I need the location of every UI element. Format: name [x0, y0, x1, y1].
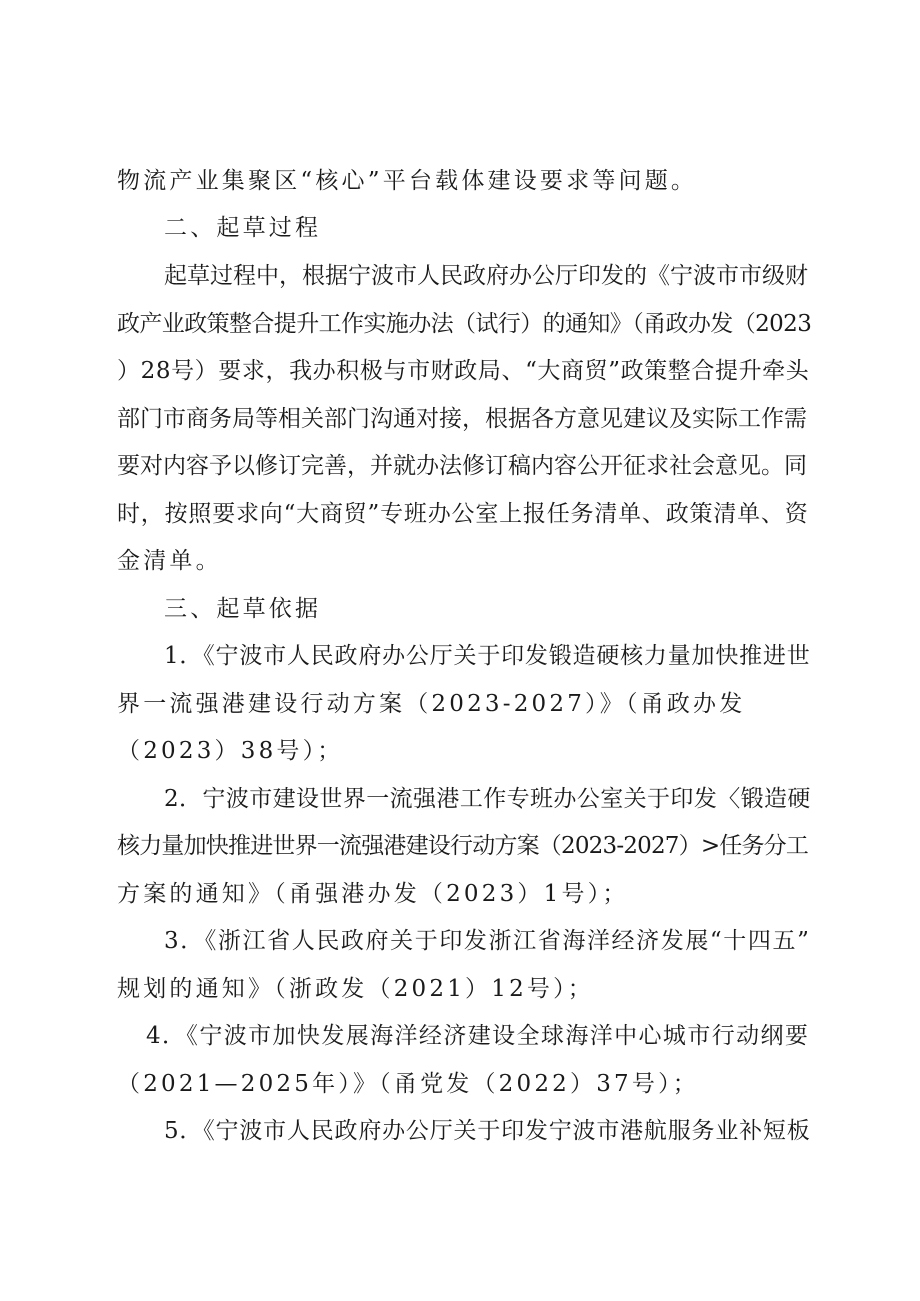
- list-item-line: 1．《宁波市人民政府办公厅关于印发锻造硬核力量加快推进世: [164, 643, 811, 669]
- list-item-line: （2021—2025年）》（甬党发（2022）37号）；: [117, 1071, 699, 1097]
- paragraph-line: 物流产业集聚区“核心”平台载体建设要求等问题。: [117, 168, 698, 194]
- section-heading: 二、起草过程: [164, 215, 322, 241]
- list-item-line: 2．宁波市建设世界一流强港工作专班办公室关于印发〈锻造硬: [164, 786, 811, 812]
- section-heading: 三、起草依据: [164, 596, 322, 622]
- paragraph-line: 政产业政策整合提升工作实施办法（试行）的通知》（甬政办发（2023: [117, 311, 812, 337]
- list-item-line: 3．《浙江省人民政府关于印发浙江省海洋经济发展“十四五”: [164, 928, 811, 954]
- paragraph-line: ）28号）要求，我办积极与市财政局、“大商贸”政策整合提升牵头: [117, 358, 810, 384]
- paragraph-line: 金清单。: [117, 548, 222, 574]
- paragraph-line: 部门市商务局等相关部门沟通对接，根据各方意见建议及实际工作需: [117, 406, 807, 432]
- list-item-line: 4．《宁波市加快发展海洋经济建设全球海洋中心城市行动纲要: [146, 1023, 810, 1049]
- paragraph-line: 起草过程中，根据宁波市人民政府办公厅印发的《宁波市市级财: [164, 263, 808, 289]
- list-item-line: 规划的通知》（浙政发（2021）12号）；: [117, 976, 594, 1002]
- list-item-line: （2023）38号）；: [117, 738, 344, 764]
- list-item-line: 界一流强港建设行动方案（2023-2027）》（甬政办发: [117, 691, 746, 717]
- list-item-line: 方案的通知》（甬强港办发（2023）1号）；: [117, 881, 629, 907]
- paragraph-line: 要对内容予以修订完善，并就办法修订稿内容公开征求社会意见。同: [117, 453, 807, 479]
- paragraph-line: 时，按照要求向“大商贸”专班办公室上报任务清单、政策清单、资: [117, 501, 809, 527]
- list-item-line: 核力量加快推进世界一流强港建设行动方案（2023-2027）>任务分工: [117, 833, 809, 859]
- list-item-line: 5．《宁波市人民政府办公厅关于印发宁波市港航服务业补短板: [164, 1118, 811, 1144]
